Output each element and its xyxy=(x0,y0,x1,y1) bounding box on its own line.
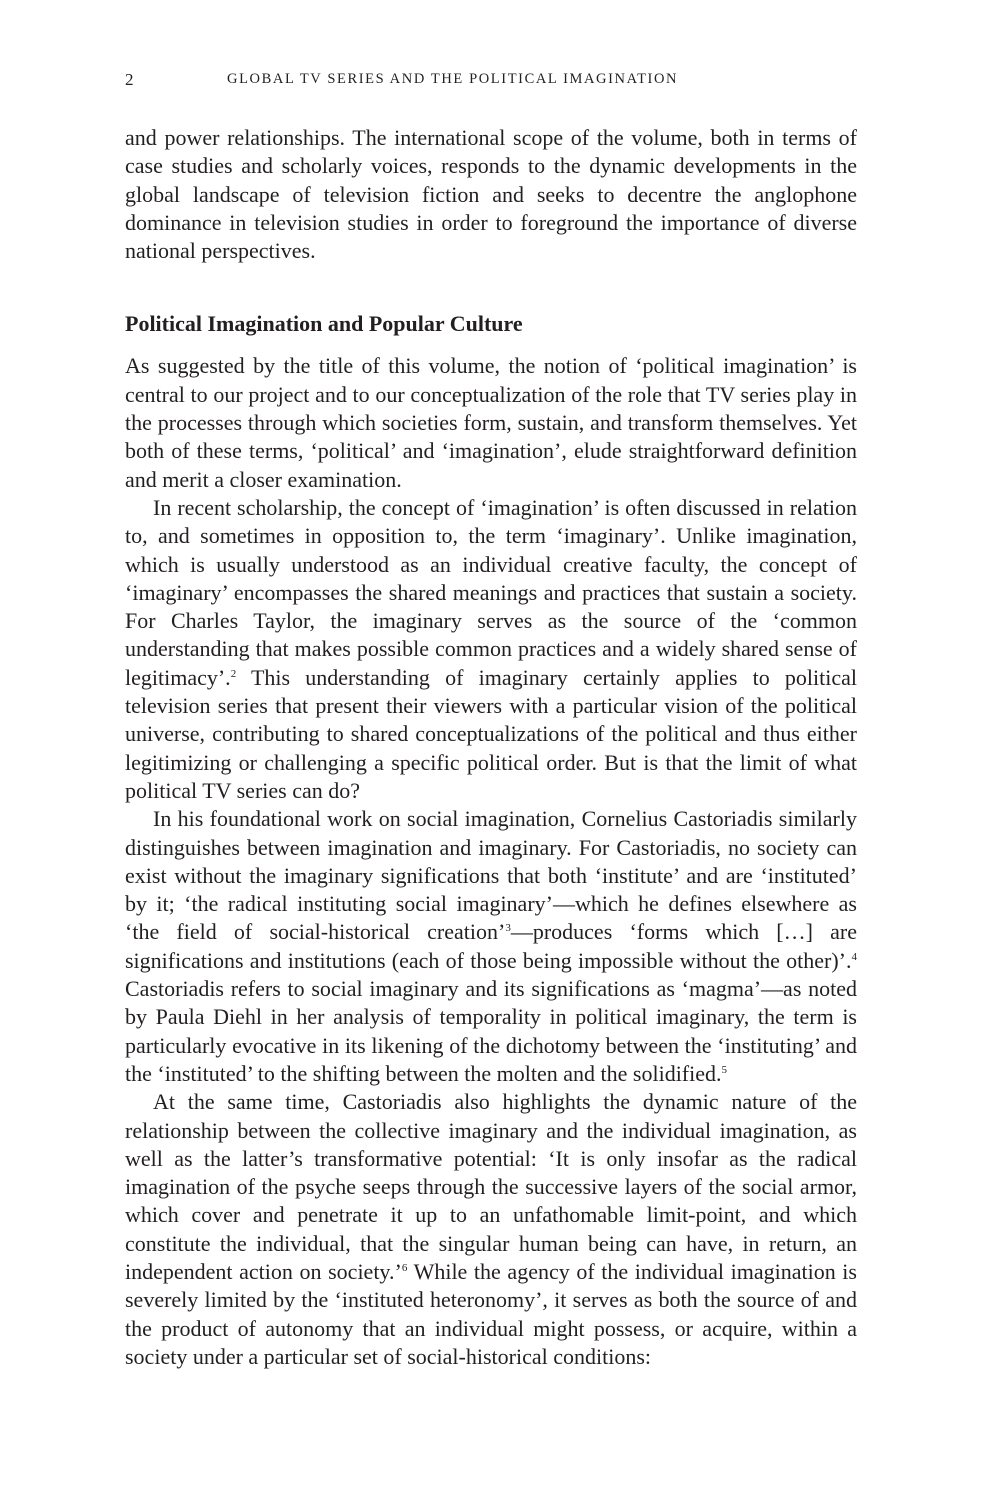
paragraph-2 xyxy=(125,494,857,805)
paragraph-4 xyxy=(125,1088,857,1371)
body-text xyxy=(125,124,857,1371)
paragraph-4-text-b: While the agency of the individual imagination is severely limited by the ‘instituted heteronomy’, it serves as both the source of and the product of autonomy that an individual might possess, or acquire, within a society under a particular set of social-historical conditions: xyxy=(125,1258,857,1369)
paragraph-2-text-b: This understanding of imaginary certainly applies to political television series that present their viewers with a particular vision of the political universe, contributing to shared conceptualizations of the political and thus either legitimizing or challenging a specific political order. But is that the limit of what political TV series can do? xyxy=(125,664,857,803)
running-head-title: GLOBAL TV SERIES AND THE POLITICAL IMAGINATION xyxy=(227,71,679,87)
section-heading: Political Imagination and Popular Culture xyxy=(125,311,523,337)
footnote-ref-4: 4 xyxy=(851,950,857,963)
paragraph-3-text-a: In his foundational work on social imagination, Cornelius Castoriadis similarly distinguishes between imagination and imaginary. For Castoriadis, no society can exist without the imaginary significations that both ‘institute’ and are ‘instituted’ by it; ‘the radical instituting social imaginary’—which he defines elsewhere as ‘the field of social-historical creation’ xyxy=(125,806,857,945)
footnote-ref-6: 6 xyxy=(401,1261,408,1274)
paragraph-1: As suggested by the title of this volume, the notion of ‘political imagination’ is central to our project and to our conceptualization of the role that TV series play in the processes through which societies form, sustain, and transform themselves. Yet both of these terms, ‘political’ and ‘imagination’, elude straightforward definition and merit a closer examination. xyxy=(125,353,857,492)
footnote-ref-3: 3 xyxy=(505,922,511,935)
paragraph-3-text-c: Castoriadis refers to social imaginary and its significations as ‘magma’—as noted by Paula Diehl in her analysis of temporality in political imaginary, the term is particularly evocative in its likening of the dichotomy between the ‘instituting’ and the ‘instituted’ to the shifting between the molten and the solidified. xyxy=(125,976,857,1086)
intro-paragraph: and power relationships. The international scope of the volume, both in terms of case studies and scholarly voices, responds to the dynamic developments in the global landscape of television fiction and seeks to decentre the anglophone dominance in television studies in order to foreground the importance of diverse national perspectives. xyxy=(125,125,857,264)
footnote-ref-5: 5 xyxy=(721,1063,728,1076)
paragraph-4-text-a: At the same time, Castoriadis also highlights the dynamic nature of the relationship between the collective imaginary and the individual imagination, as well as the latter’s transformative potential: ‘It is only insofar as the radical imagination of the psyche seeps through the successive layers of the social armor, which cover and penetrate it up to an unfathomable limit-point, and which constitute the individual, that the singular human being can have, in return, an independent action on society.’ xyxy=(125,1089,857,1284)
running-head xyxy=(125,70,857,98)
paragraph-3-text-b: —produces ‘forms which […] are significations and institutions (each of those being impossible without the other)’. xyxy=(125,919,857,973)
page-number: 2 xyxy=(125,70,134,89)
footnote-ref-2: 2 xyxy=(230,667,237,680)
paragraph-2-text-a: In recent scholarship, the concept of ‘imagination’ is often discussed in relation to, and sometimes in opposition to, the term ‘imaginary’. Unlike imagination, which is usually understood as an individual creative faculty, the concept of ‘imaginary’ encompasses the shared meanings and practices that sustain a society. For Charles Taylor, the imaginary serves as the source of the ‘common understanding that makes possible common practices and a widely shared sense of legitimacy’. xyxy=(125,494,857,690)
paragraph-3 xyxy=(125,805,857,1088)
